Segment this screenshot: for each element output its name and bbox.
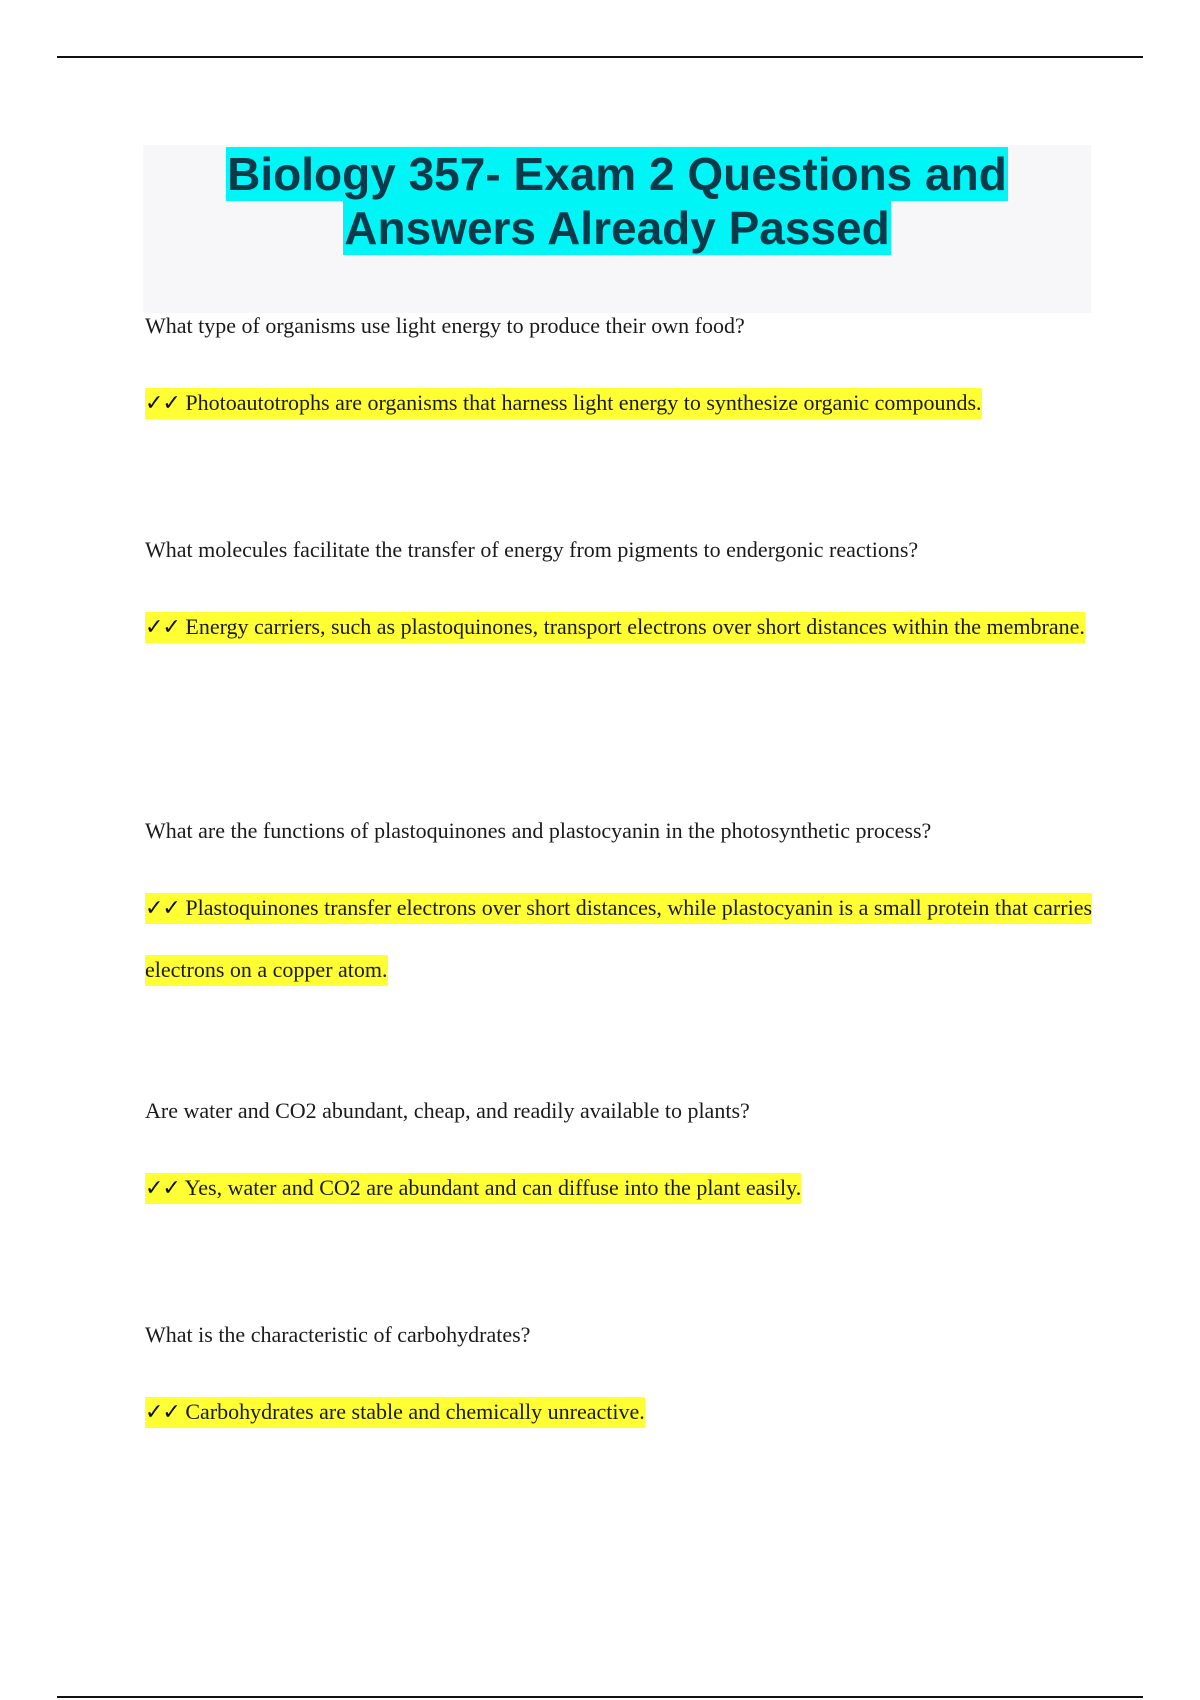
answer-paragraph bbox=[145, 1381, 1105, 1443]
top-rule bbox=[57, 56, 1143, 58]
qa-item bbox=[145, 1321, 1105, 1443]
answer-paragraph bbox=[145, 372, 1105, 434]
answer-text: Energy carriers, such as plastoquinones, transport electrons over short distances within the membrane. bbox=[185, 614, 1085, 639]
double-check-icon: ✓✓ bbox=[145, 391, 180, 416]
qa-item bbox=[145, 312, 1105, 434]
page-title-line-2: Answers Already Passed bbox=[344, 202, 890, 254]
answer-text: Yes, water and CO2 are abundant and can diffuse into the plant easily. bbox=[184, 1175, 802, 1200]
page-title-line-1: Biology 357- Exam 2 Questions and bbox=[227, 148, 1007, 200]
qa-item bbox=[145, 817, 1105, 1000]
answer-text: Carbohydrates are stable and chemically unreactive. bbox=[185, 1399, 645, 1424]
answer-paragraph bbox=[145, 877, 1105, 1000]
answer-paragraph bbox=[145, 1157, 1105, 1219]
answer-text: Photoautotrophs are organisms that harness light energy to synthesize organic compounds. bbox=[185, 390, 982, 415]
qa-item bbox=[145, 1097, 1105, 1219]
bottom-rule bbox=[57, 1696, 1143, 1698]
double-check-icon: ✓✓ bbox=[145, 1400, 180, 1425]
question-text: What type of organisms use light energy to produce their own food? bbox=[145, 313, 745, 338]
double-check-icon: ✓✓ bbox=[145, 615, 180, 640]
qa-item bbox=[145, 536, 1105, 658]
double-check-icon: ✓✓ bbox=[145, 1176, 180, 1201]
title-block bbox=[143, 145, 1091, 313]
question-text: What molecules facilitate the transfer of energy from pigments to endergonic reactions? bbox=[145, 537, 919, 562]
answer-paragraph bbox=[145, 596, 1105, 658]
question-text: What is the characteristic of carbohydrates? bbox=[145, 1322, 531, 1347]
answer-text: Plastoquinones transfer electrons over short distances, while plastocyanin is a small protein that carries electrons on a copper atom. bbox=[145, 895, 1093, 982]
double-check-icon: ✓✓ bbox=[145, 896, 180, 921]
question-text: What are the functions of plastoquinones and plastocyanin in the photosynthetic process? bbox=[145, 818, 932, 843]
question-text: Are water and CO2 abundant, cheap, and readily available to plants? bbox=[145, 1098, 750, 1123]
